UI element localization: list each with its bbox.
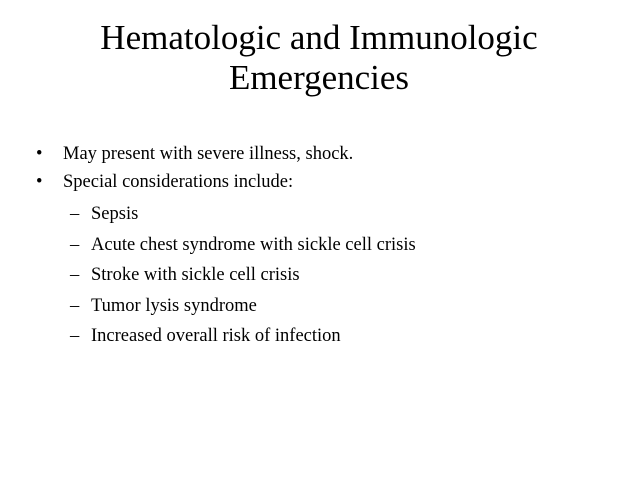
sub-bullet-text: Stroke with sickle cell crisis bbox=[91, 265, 300, 285]
bullet-marker: • bbox=[36, 172, 43, 192]
sub-bullet-item bbox=[0, 199, 638, 230]
sub-bullet-text: Tumor lysis syndrome bbox=[91, 295, 257, 316]
bullet-list bbox=[0, 140, 638, 352]
sub-bullet-marker: – bbox=[70, 295, 80, 316]
bullet-item bbox=[0, 140, 638, 168]
sub-bullet-item bbox=[0, 230, 638, 261]
sub-bullet-item bbox=[0, 291, 638, 322]
sub-bullet-item bbox=[0, 260, 638, 291]
sub-bullet-text: Sepsis bbox=[91, 204, 139, 224]
slide-title-line-2: Emergencies bbox=[228, 58, 410, 97]
sub-bullet-marker: – bbox=[70, 265, 80, 285]
sub-bullet-text: Acute chest syndrome with sickle cell crisis bbox=[91, 234, 416, 255]
bullet-marker: • bbox=[36, 144, 43, 164]
sub-bullet-text: Increased overall risk of infection bbox=[91, 326, 341, 346]
slide-title-line-1: Hematologic and Immunologic bbox=[100, 18, 538, 57]
slide-title bbox=[0, 18, 638, 98]
sub-bullet-list bbox=[0, 199, 638, 352]
sub-bullet-marker: – bbox=[70, 234, 80, 255]
bullet-text: Special considerations include: bbox=[63, 172, 294, 192]
sub-bullet-marker: – bbox=[70, 204, 80, 224]
bullet-item bbox=[0, 168, 638, 196]
bullet-text: May present with severe illness, shock. bbox=[63, 144, 354, 164]
sub-bullet-item bbox=[0, 321, 638, 352]
sub-bullet-marker: – bbox=[70, 326, 80, 346]
